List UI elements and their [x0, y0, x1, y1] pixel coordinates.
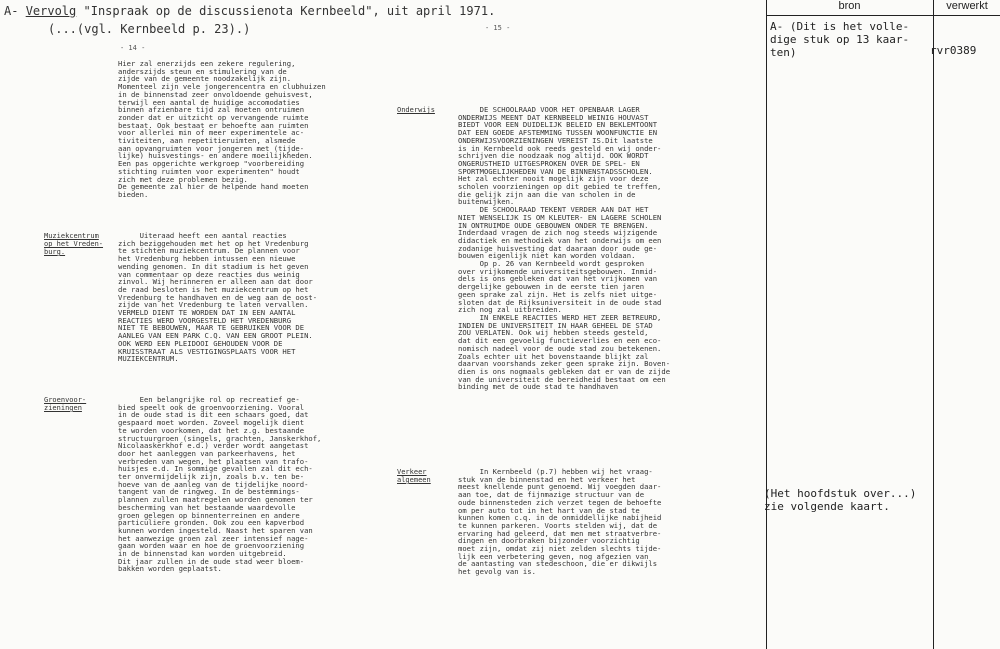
text-line: bestaat. Ook bestaat er behoefte aan ruimten [118, 120, 309, 130]
text-line: tangent van de ringweg. In de bestemmings- [118, 487, 300, 497]
margin-label-line: Verkeer [397, 468, 427, 476]
text-line: dergelijke gebouwen in de eerste tien jaren [458, 282, 645, 292]
text-line: structuurgroen (singels, grachten, Janskerkhof, [118, 433, 322, 443]
text-line: Vredenburg te handhaven en de weg aan de oost- [118, 292, 318, 302]
text-line: plannen zullen maatregelen worden genomen ter [118, 495, 313, 505]
text-line: dien is ons nogmaals gebleken dat er van de zijde [458, 366, 671, 376]
text-line: de aantasting van stedeschoon, die er dikwijls [458, 559, 658, 569]
margin-label-line: Muziekcentrum [44, 232, 99, 240]
sidebar-left-border [766, 0, 767, 649]
sidebar-column-divider [933, 0, 934, 649]
text-line: AANLEG VAN EEN PARK C.Q. VAN EEN GROOT PLEIN. [118, 331, 313, 341]
text-line: Inderdaad vragen de zich nog steeds wijzigende [458, 228, 658, 238]
text-line: DE SCHOOLRAAD VOOR HET OPENBAAR LAGER [458, 105, 640, 114]
onderwijs-label: Onderwijs [397, 106, 435, 114]
text-line: om per auto tot in het hart van de stad te [458, 505, 640, 515]
text-line: kunnen komen c.q. in de onmiddellijke nabijheid [458, 513, 662, 523]
text-line: nomisch nadeel voor de oude stad zou betekenen. [458, 343, 662, 353]
muziekcentrum-paragraph [118, 232, 317, 363]
bron-note-bottom: (Het hoofdstuk over...) zie volgende kaart. [764, 487, 917, 513]
text-line: te kunnen parkeren. Voorts stelden wij, dat de [458, 520, 658, 530]
text-line: terwijl een aantal de huidige accomodaties [118, 97, 300, 107]
text-line: te worden voorkomen, dat het z.g. bestaande [118, 425, 305, 435]
header-title: "Inspraak op de discussienota Kernbeeld", uit april 1971. [76, 4, 496, 18]
text-line: zich nog zal uitbreiden. [458, 305, 562, 315]
text-line: DAT EEN GOEDE AFSTEMMING TUSSEN WOONFUNCTIE EN [458, 128, 658, 138]
text-line: bieden. [118, 189, 149, 199]
text-line: lijke) huisvestings- en andere moeilijkheden. [118, 151, 313, 161]
verwerkt-code: rvr0389 [930, 44, 977, 57]
text-line: Hier zal enerzijds een zekere regulering, [118, 59, 296, 68]
text-line: zinvol. Wij herinneren er alleen aan dat door [118, 277, 313, 287]
text-line: Een pas opgerichte werkgroep "voorbereiding [118, 159, 305, 169]
text-line: in de oude stad is dit een schaars goed, dat [118, 410, 309, 420]
text-line: het gevolg van is. [458, 567, 536, 577]
text-line: Momenteel zijn vele jongerencentra en clubhuizen [118, 82, 326, 92]
text-line: lijk een verbetering geven, nog afgezien van [458, 551, 649, 561]
text-line: ZOU VERLATEN. Ook wij hebben steeds gesteld, [458, 328, 649, 338]
intro-paragraph [118, 60, 326, 199]
margin-label-line: algemeen [397, 476, 431, 484]
sidebar-header-rule [766, 15, 1000, 16]
document-header [4, 4, 495, 19]
text-line: dingen en doorbraken bijzonder voorzichtig [458, 536, 640, 546]
text-line: van commentaar op deze reacties dus weinig [118, 269, 300, 279]
text-line: bied speelt ook de groenvoorziening. Vooral [118, 402, 305, 412]
text-line: in de binnenstad kan worden uitgebreid. [118, 549, 287, 559]
muziekcentrum-label [44, 232, 103, 256]
text-line: bescherming van het bestaande waardevolle [118, 502, 296, 512]
text-line: IN ENKELE REACTIES WERD HET ZEER BETREURD, [458, 312, 662, 322]
text-line: aan opvangruimten voor jongeren met (tijde- [118, 143, 305, 153]
margin-label-line: op het Vreden- [44, 240, 104, 248]
text-line: sloten dat de Rijksuniversiteit in de oude stad [458, 297, 662, 307]
text-line: bouwen eigenlijk niet kan worden voldaan. [458, 251, 636, 261]
text-line: moet zijn, omdat zij niet zelden slechts tijde- [458, 544, 662, 554]
text-line: daarvan voorshands zeker geen sprake zijn. Boven- [458, 359, 671, 369]
text-line: zijde van de gemeente noodzakelijk zijn. [118, 74, 292, 84]
bron-column-header: bron [838, 0, 861, 12]
text-line: oude binnensteden zich verzet tegen de behoefte [458, 497, 662, 507]
text-line: van de universiteit de bereidheid bestaat om een [458, 374, 666, 384]
text-line: tiviteiten, aan repetitieruimten, alsmede [118, 136, 296, 146]
text-line: buitenwijken. [458, 197, 515, 207]
text-line: binding met de oude stad te handhaven [458, 382, 619, 392]
groenvoorzieningen-label [44, 396, 86, 412]
text-line: dat dit een gevoelig functieverlies en een eco- [458, 336, 662, 346]
text-line: ONDERWIJSVOORZIENINGEN VEREIST IS.Dit laatste [458, 135, 653, 145]
text-line: wending genomen. In dit stadium is het geven [118, 261, 309, 271]
text-line: zich met deze problemen bezig. [118, 174, 248, 184]
text-line: In Kernbeeld (p.7) hebben wij het vraag- [458, 467, 653, 476]
onderwijs-paragraph [458, 106, 670, 391]
text-line: is in Kernbeeld ook reeds gesteld en wij onder- [458, 143, 662, 153]
text-line: die gelijk zijn aan die van scholen in de [458, 189, 636, 199]
text-line: over vrijkomende universiteitsgebouwen. Inmid- [458, 266, 658, 276]
text-line: VERMELD DIENT TE WORDEN DAT IN EEN AANTAL [118, 308, 296, 318]
text-line: gaan worden waar en hoe de groenvoorziening [118, 541, 305, 551]
left-page-number: - 14 - [120, 44, 146, 52]
text-line: didactiek en methodiek van het onderwijs om een [458, 235, 662, 245]
header-reference: (...(vgl. Kernbeeld p. 23).) [48, 22, 251, 36]
bron-note-top: A- (Dit is het volle- dige stuk op 13 kaar- ten) [770, 20, 910, 59]
text-line: Het zal echter nooit mogelijk zijn voor deze [458, 174, 649, 184]
margin-label-line: burg. [44, 248, 66, 256]
text-line: zijde van het Vredenburg te laten vervallen. [118, 300, 309, 310]
groenvoorzieningen-paragraph [118, 396, 321, 573]
text-line: Op p. 26 van Kernbeeld wordt gesproken [458, 259, 645, 269]
text-line: ervaring had geleerd, dat men met straatverbre- [458, 528, 662, 538]
text-line: ONDERWIJS MEENT DAT KERNBEELD WEINIG HOUVAST [458, 112, 649, 122]
text-line: het Vredenburg hebben intussen een nieuwe [118, 254, 296, 264]
text-line: Dit jaar zullen in de oude stad weer bloem- [118, 556, 305, 566]
text-line: Uiteraad heeft een aantal reacties [118, 231, 287, 240]
text-line: zonder dat er uitzicht op vervangende ruimte [118, 112, 309, 122]
text-line: bakken worden geplaatst. [118, 564, 222, 574]
text-line: stichting ruimten voor experimenten" houdt [118, 166, 300, 176]
text-line: schrijven die noodzaak nog altijd. OOK WORDT [458, 151, 649, 161]
margin-label-line: zieningen [44, 404, 82, 412]
text-line: gespaard moet worden. Zoveel mogelijk dient [118, 418, 305, 428]
text-line: anderszijds steun en stimulering van de [118, 66, 287, 76]
verkeer-paragraph [458, 468, 661, 576]
text-line: Nicolaaskerkhof e.d.) verder wordt aangetast [118, 441, 309, 451]
text-line: SPORTMOGELIJKHEDEN VAN DE BINNENSTADSSCHOLEN. [458, 166, 653, 176]
text-line: meest knellende punt genoemd. Wij voegden daar- [458, 482, 662, 492]
right-page-number: - 15 - [485, 24, 511, 32]
verwerkt-column-header: verwerkt [946, 0, 988, 12]
text-line: verbreden van wegen, het plaatsen van trafo- [118, 456, 309, 466]
text-line: zodanige huisvesting dat daaraan door oude ge- [458, 243, 658, 253]
text-line: door het aanleggen van parkeerhavens, het [118, 448, 296, 458]
text-line: het aanwezige groen zal zeer intensief nage- [118, 533, 309, 543]
verkeer-label [397, 468, 431, 484]
text-line: NIET TE BEBOUWEN, MAAR TE GEBRUIKEN VOOR DE [118, 323, 305, 333]
text-line: kunnen worden ingesteld. Naast het sparen van [118, 525, 313, 535]
text-line: particuliere gronden. Ook zou een kapverbod [118, 518, 305, 528]
text-line: binnen afzienbare tijd zal moeten ontruimen [118, 105, 305, 115]
text-line: IN ONTRUIMDE OUDE GEBOUWEN ONDER TE BRENGEN. [458, 220, 649, 230]
text-line: voor allerlei min of meer experimentele ac- [118, 128, 305, 138]
text-line: aan toe, dat de fijnmazige structuur van de [458, 490, 645, 500]
text-line: zich beziggehouden met het op het Vredenburg [118, 238, 309, 248]
text-line: MUZIEKCENTRUM. [118, 354, 179, 364]
text-line: ONGERUSTHEID UITGESPROKEN OVER DE SPEL- EN [458, 158, 640, 168]
text-line: geen sprake zal zijn. Het is zelfs niet uitge- [458, 289, 658, 299]
text-line: dels is ons gebleken dat van het vrijkomen van [458, 274, 658, 284]
text-line: NIET WENSELIJK IS OM KLEUTER- EN LAGERE SCHOLEN [458, 212, 662, 222]
text-line: scholen voorzieningen op dit gebied te treffen, [458, 182, 662, 192]
text-line: hoeve van de aanleg van de tijdelijke noord- [118, 479, 309, 489]
text-line: KRUISSTRAAT ALS VESTIGINGSPLAATS VOOR HET [118, 346, 296, 356]
text-line: DE SCHOOLRAAD TEKENT VERDER AAN DAT HET [458, 205, 649, 215]
text-line: Zoals echter uit het bovenstaande blijkt zal [458, 351, 649, 361]
text-line: de raad besloten is het muziekcentrum op het [118, 284, 309, 294]
text-line: OOK WERD EEN PLEIDOOI GEHOUDEN VOOR DE [118, 338, 283, 348]
text-line: te stichten muziekcentrum. De plannen voor [118, 246, 300, 256]
text-line: De gemeente zal hier de helpende hand moeten [118, 182, 309, 192]
text-line: ter onvermijdelijk zijn, zoals b.v. ten be- [118, 472, 305, 482]
text-line: INDIEN DE UNIVERSITEIT IN HAAR GEHEEL DE STAD [458, 320, 653, 330]
text-line: stuk van de binnenstad en het verkeer het [458, 474, 636, 484]
text-line: groen gelegen op binnenterreinen en andere [118, 510, 300, 520]
margin-label-line: Groenvoor- [44, 396, 87, 404]
header-prefix: A- [4, 4, 26, 18]
text-line: Een belangrijke rol op recreatief ge- [118, 395, 300, 404]
header-vervolg: Vervolg [25, 4, 77, 18]
text-line: huisjes e.d. In sommige gevallen zal dit ech- [118, 464, 313, 474]
text-line: in de binnenstad zeer onvoldoende gehuisvest, [118, 89, 313, 99]
text-line: BIEDT VOOR EEN DUIDELIJK BELEID EN BEKLEMTOONT [458, 120, 658, 130]
text-line: REACTIES WERD VOORGESTELD HET VREDENBURG [118, 315, 292, 325]
